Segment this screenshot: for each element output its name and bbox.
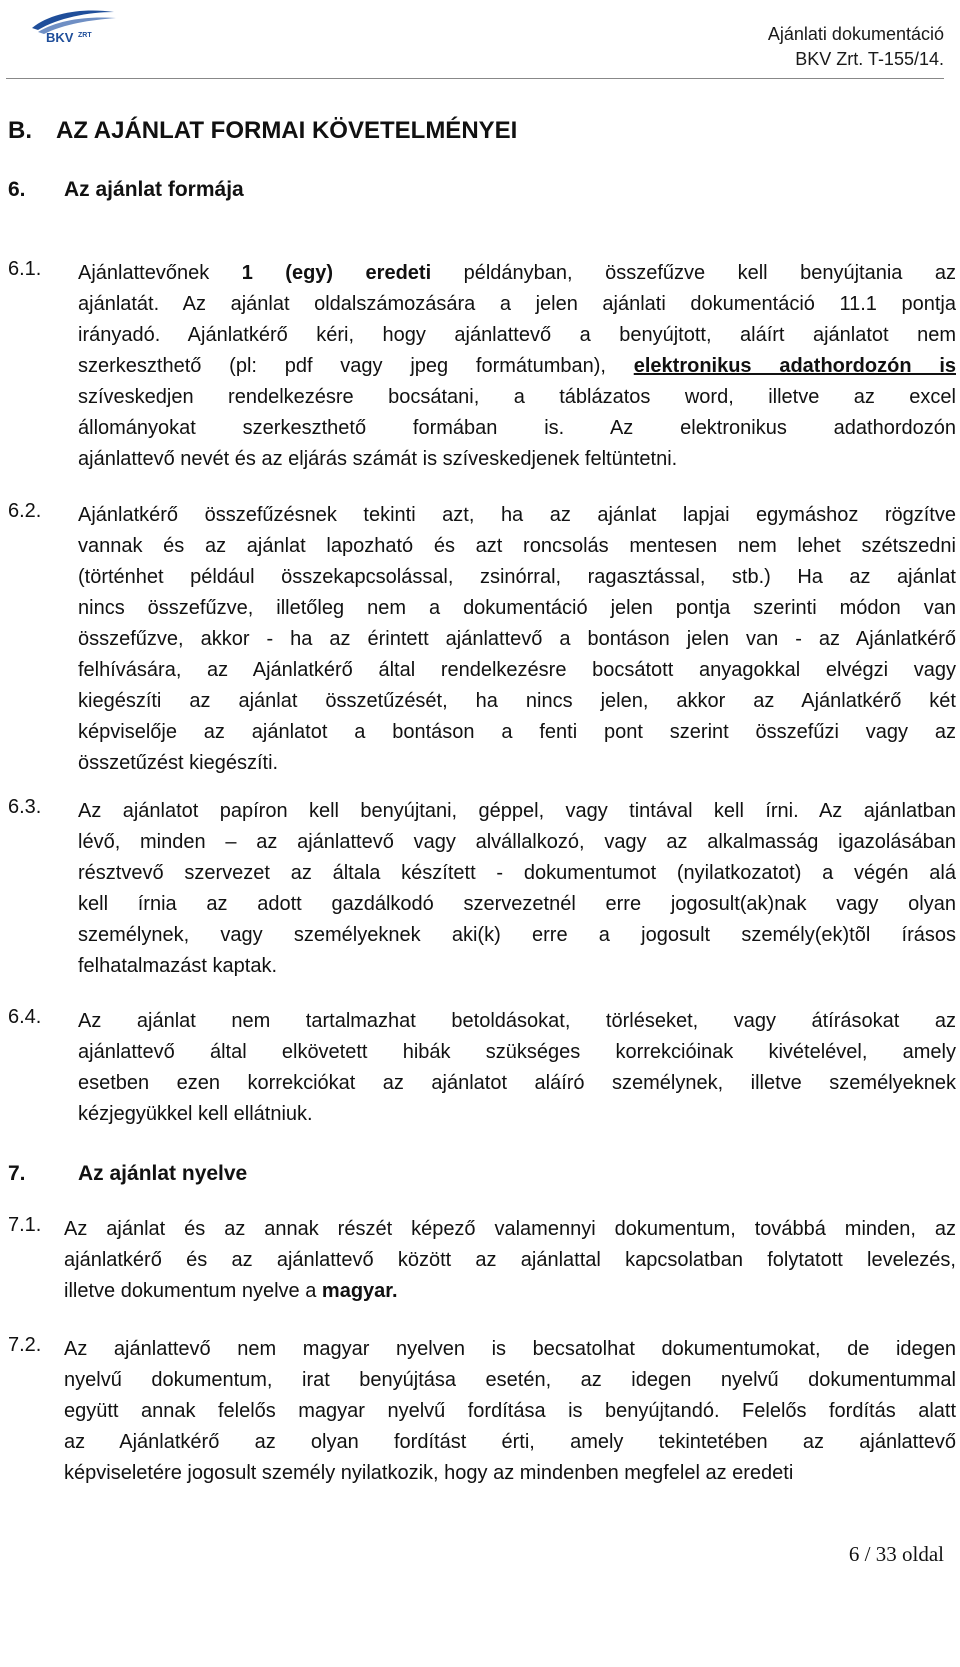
bkv-logo (28, 6, 120, 46)
paragraph-line: Ajánlattevőnek 1 (egy) eredeti példányban, összefűzve kell benyújtania az (78, 262, 956, 284)
item-paragraph (78, 258, 956, 475)
bold-text: 1 (egy) eredeti (241, 262, 432, 284)
section-6-title: Az ajánlat formája (64, 178, 244, 201)
paragraph-line: ajánlatát. Az ajánlat oldalszámozására a jelen ajánlati dokumentáció 11.1 pontja (78, 293, 956, 315)
paragraph-line: felhatalmazást kaptak. (78, 955, 277, 977)
item-number: 6.2. (8, 500, 42, 522)
section-b-heading (8, 117, 956, 145)
paragraph-line: nyelvű dokumentum, irat benyújtása esetén, az idegen nyelvű dokumentummal (64, 1369, 956, 1391)
paragraph-line: Az ajánlat és az annak részét képező valamennyi dokumentum, továbbá minden, az (64, 1218, 956, 1240)
item-number: 6.4. (8, 1006, 42, 1028)
paragraph-line: összefűzve, akkor - ha az érintett ajánlattevő a bontáson jelen van - az Ajánlatkérő (78, 628, 956, 650)
section-b-number: B. (8, 117, 32, 144)
header-divider (6, 78, 944, 79)
paragraph-line: esetben ezen korrekciókat az ajánlatot aláíró személynek, illetve személyeknek (78, 1072, 956, 1094)
paragraph-line: szerkeszthető (pl: pdf vagy jpeg formátumban), elektronikus adathordozón is (78, 355, 956, 377)
doc-title: Ajánlati dokumentáció (767, 24, 944, 44)
item-paragraph (78, 500, 956, 779)
item-number: 7.1. (8, 1214, 42, 1236)
paragraph-line: Ajánlatkérő összefűzésnek tekinti azt, ha az ajánlat lapjai egymáshoz rögzítve (78, 504, 956, 526)
item-number: 7.2. (8, 1334, 42, 1356)
doc-reference: BKV Zrt. T-155/14. (795, 49, 944, 69)
paragraph-line: nincs összefűzve, illetőleg nem a dokumentáció jelen pontja szerinti módon van (78, 597, 956, 619)
item-paragraph (64, 1214, 956, 1307)
item-paragraph (64, 1334, 956, 1489)
paragraph-line: Az ajánlattevő nem magyar nyelven is becsatolhat dokumentumokat, de idegen (64, 1338, 956, 1360)
section-7-heading (8, 1162, 956, 1186)
paragraph-line: állományokat szerkeszthető formában is. Az elektronikus adathordozón (78, 417, 956, 439)
section-7-title: Az ajánlat nyelve (78, 1162, 248, 1185)
paragraph-line: ajánlattevő nevét és az eljárás számát is szíveskedjenek feltüntetni. (78, 448, 678, 470)
paragraph-line: résztvevő szervezet az általa készített - dokumentumot (nyilatkozatot) a végén alá (78, 862, 956, 884)
paragraph-line: Az ajánlat nem tartalmazhat betoldásokat, törléseket, vagy átírásokat az (78, 1010, 956, 1032)
page-number: 6 / 33 oldal (848, 1542, 944, 1566)
paragraph-line: kézjegyükkel kell ellátniuk. (78, 1103, 313, 1125)
section-6-number: 6. (8, 178, 26, 201)
paragraph-line: (történhet például összekapcsolással, zsinórral, ragasztással, stb.) Ha az ajánlat (78, 566, 956, 588)
document-header (768, 22, 944, 72)
paragraph-line: lévő, minden – az ajánlattevő vagy alvállalkozó, vagy az alkalmasság igazolásában (78, 831, 956, 853)
bold-underlined-text: elektronikus adathordozón is (633, 355, 956, 377)
bold-text: magyar. (321, 1280, 398, 1302)
item-paragraph (78, 1006, 956, 1130)
paragraph-line: együtt annak felelős magyar nyelvű fordítása is benyújtandó. Felelős fordítás alatt (64, 1400, 956, 1422)
item-number: 6.1. (8, 258, 42, 280)
paragraph-line: ajánlatkérő és az ajánlattevő között az ajánlattal kapcsolatban folytatott levelezés, (64, 1249, 956, 1271)
paragraph-line: illetve dokumentum nyelve a magyar. (64, 1280, 398, 1302)
paragraph-line: kell írnia az adott gazdálkodó szervezetnél erre jogosult(ak)nak vagy olyan (78, 893, 956, 915)
paragraph-line: kiegészíti az ajánlat összetűzését, ha nincs jelen, akkor az Ajánlatkérő két (78, 690, 956, 712)
section-6-heading (8, 178, 956, 202)
section-7-number: 7. (8, 1162, 26, 1185)
paragraph-line: vannak és az ajánlat lapozható és azt roncsolás mentesen nem lehet szétszedni (78, 535, 956, 557)
paragraph-line: ajánlattevő által elkövetett hibák szükséges korrekcióinak kivételével, amely (78, 1041, 956, 1063)
item-number: 6.3. (8, 796, 42, 818)
paragraph-line: az Ajánlatkérő az olyan fordítást érti, amely tekintetében az ajánlattevő (64, 1431, 956, 1453)
paragraph-line: szíveskedjen rendelkezésre bocsátani, a táblázatos word, illetve az excel (78, 386, 956, 408)
item-paragraph (78, 796, 956, 982)
svg-text:ZRT: ZRT (78, 32, 92, 39)
paragraph-line: felhívására, az Ajánlatkérő által rendelkezésre bocsátott anyagokkal elvégzi vagy (78, 659, 956, 681)
paragraph-line: irányadó. Ajánlatkérő kéri, hogy ajánlattevő a benyújtott, aláírt ajánlatot nem (78, 324, 956, 346)
paragraph-line: képviselője az ajánlatot a bontáson a fenti pont szerint összefűzi vagy az (78, 721, 956, 743)
paragraph-line: Az ajánlatot papíron kell benyújtani, géppel, vagy tintával kell írni. Az ajánlatban (78, 800, 956, 822)
paragraph-line: személynek, vagy személyeknek aki(k) erre a jogosult személy(ek)tõl írásos (78, 924, 956, 946)
logo-text: BKV (46, 30, 74, 45)
paragraph-line: összetűzést kiegészíti. (78, 752, 279, 774)
paragraph-line: képviseletére jogosult személy nyilatkozik, hogy az mindenben megfelel az eredeti (64, 1462, 794, 1484)
section-b-title: AZ AJÁNLAT FORMAI KÖVETELMÉNYEI (56, 117, 518, 144)
